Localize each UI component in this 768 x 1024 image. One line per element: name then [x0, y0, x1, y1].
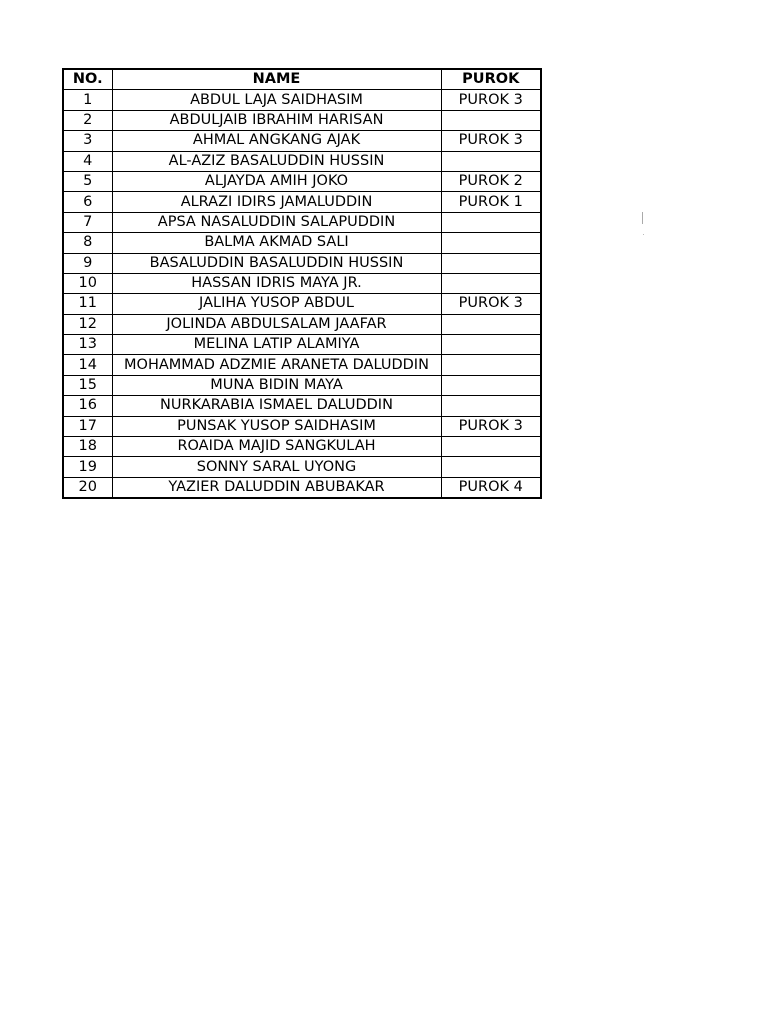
cell-purok	[441, 335, 541, 355]
cell-name: MUNA BIDIN MAYA	[112, 375, 441, 395]
cell-purok	[441, 273, 541, 293]
header-purok: PUROK	[441, 69, 541, 90]
cell-no: 16	[63, 396, 112, 416]
cell-purok: PUROK 2	[441, 171, 541, 191]
cell-purok	[441, 233, 541, 253]
cell-no: 15	[63, 375, 112, 395]
cell-name: ALJAYDA AMIH JOKO	[112, 171, 441, 191]
cell-name: MOHAMMAD ADZMIE ARANETA DALUDDIN	[112, 355, 441, 375]
cell-name: HASSAN IDRIS MAYA JR.	[112, 273, 441, 293]
cell-no: 7	[63, 212, 112, 232]
table-row	[63, 212, 541, 232]
cell-purok	[441, 355, 541, 375]
cell-no: 8	[63, 233, 112, 253]
table-row	[63, 355, 541, 375]
cell-name: SONNY SARAL UYONG	[112, 457, 441, 477]
cell-name: MELINA LATIP ALAMIYA	[112, 335, 441, 355]
cell-name: YAZIER DALUDDIN ABUBAKAR	[112, 477, 441, 498]
table-row	[63, 416, 541, 436]
table-row	[63, 192, 541, 212]
cell-no: 9	[63, 253, 112, 273]
table-row	[63, 273, 541, 293]
table-row	[63, 457, 541, 477]
header-no: NO.	[63, 69, 112, 90]
cell-no: 5	[63, 171, 112, 191]
table-row	[63, 437, 541, 457]
cell-no: 3	[63, 131, 112, 151]
table-row	[63, 253, 541, 273]
cell-name: BALMA AKMAD SALI	[112, 233, 441, 253]
cell-purok	[441, 253, 541, 273]
cell-name: NURKARABIA ISMAEL DALUDDIN	[112, 396, 441, 416]
stray-dot	[643, 234, 644, 235]
cell-name: JALIHA YUSOP ABDUL	[112, 294, 441, 314]
stray-mark	[642, 212, 643, 224]
cell-no: 2	[63, 110, 112, 130]
cell-no: 4	[63, 151, 112, 171]
cell-no: 6	[63, 192, 112, 212]
table-row	[63, 294, 541, 314]
cell-name: PUNSAK YUSOP SAIDHASIM	[112, 416, 441, 436]
cell-purok	[441, 437, 541, 457]
cell-no: 14	[63, 355, 112, 375]
cell-name: ABDULJAIB IBRAHIM HARISAN	[112, 110, 441, 130]
cell-purok: PUROK 3	[441, 416, 541, 436]
cell-purok: PUROK 3	[441, 131, 541, 151]
cell-no: 10	[63, 273, 112, 293]
cell-purok: PUROK 4	[441, 477, 541, 498]
cell-no: 1	[63, 90, 112, 110]
table-row	[63, 375, 541, 395]
cell-no: 18	[63, 437, 112, 457]
cell-name: ABDUL LAJA SAIDHASIM	[112, 90, 441, 110]
cell-name: ALRAZI IDIRS JAMALUDDIN	[112, 192, 441, 212]
table-body	[63, 90, 541, 498]
table-row	[63, 131, 541, 151]
cell-name: APSA NASALUDDIN SALAPUDDIN	[112, 212, 441, 232]
table-row	[63, 151, 541, 171]
table-row	[63, 233, 541, 253]
cell-purok: PUROK 3	[441, 294, 541, 314]
cell-purok: PUROK 1	[441, 192, 541, 212]
table-row	[63, 335, 541, 355]
roster-table	[62, 68, 542, 499]
table-row	[63, 477, 541, 498]
table-row	[63, 90, 541, 110]
table-row	[63, 396, 541, 416]
cell-purok	[441, 110, 541, 130]
cell-no: 20	[63, 477, 112, 498]
cell-purok	[441, 396, 541, 416]
cell-purok	[441, 314, 541, 334]
cell-name: ROAIDA MAJID SANGKULAH	[112, 437, 441, 457]
table-row	[63, 314, 541, 334]
header-name: NAME	[112, 69, 441, 90]
cell-no: 11	[63, 294, 112, 314]
cell-no: 12	[63, 314, 112, 334]
table-header-row	[63, 69, 541, 90]
cell-name: BASALUDDIN BASALUDDIN HUSSIN	[112, 253, 441, 273]
cell-name: JOLINDA ABDULSALAM JAAFAR	[112, 314, 441, 334]
cell-purok	[441, 457, 541, 477]
cell-name: AL-AZIZ BASALUDDIN HUSSIN	[112, 151, 441, 171]
cell-no: 19	[63, 457, 112, 477]
cell-no: 13	[63, 335, 112, 355]
table-row	[63, 171, 541, 191]
cell-purok	[441, 212, 541, 232]
cell-purok	[441, 375, 541, 395]
cell-purok	[441, 151, 541, 171]
cell-purok: PUROK 3	[441, 90, 541, 110]
table-row	[63, 110, 541, 130]
cell-name: AHMAL ANGKANG AJAK	[112, 131, 441, 151]
cell-no: 17	[63, 416, 112, 436]
